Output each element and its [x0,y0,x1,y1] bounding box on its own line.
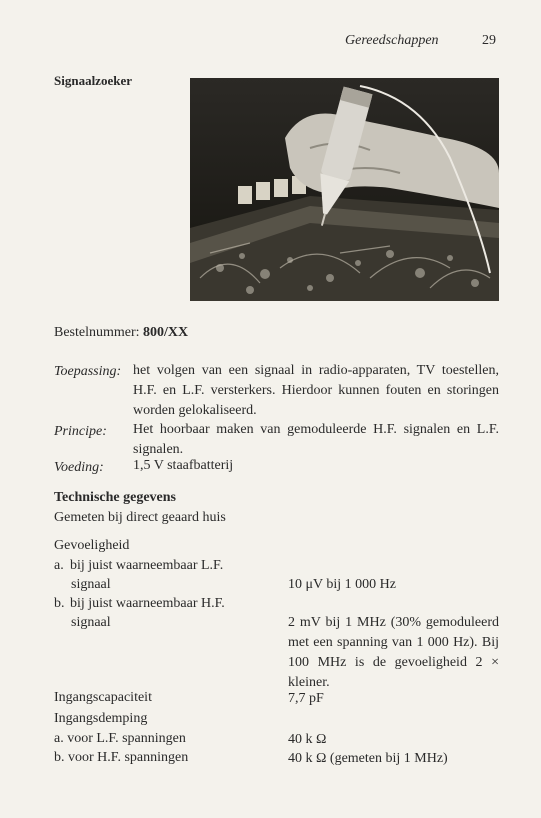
tech-subheading: Gemeten bij direct geaard huis [54,510,226,525]
running-header-title: Gereedschappen [345,33,439,48]
damping-item-b-value: 40 k Ω (gemeten bij 1 MHz) [288,751,448,766]
page-number: 29 [482,33,496,48]
item-b-line1: bij juist waarneembaar H.F. [70,596,225,611]
definition-term-principe: Principe: [54,424,107,439]
capacitance-value: 7,7 pF [288,691,324,706]
item-a-line1: bij juist waarneembaar L.F. [70,558,224,573]
item-a-value: 10 μV bij 1 000 Hz [288,577,396,592]
sensitivity-heading: Gevoeligheid [54,538,130,553]
order-value: 800/XX [143,325,189,340]
damping-item-a: a. voor L.F. spanningen [54,731,186,746]
definition-term-voeding: Voeding: [54,460,104,475]
capacitance-label: Ingangscapaciteit [54,690,152,705]
damping-heading: Ingangsdemping [54,711,148,726]
tech-heading: Technische gegevens [54,490,176,505]
damping-item-a-value: 40 k Ω [288,732,327,747]
signal-tracer-photo [190,78,499,301]
sensitivity-item-a [54,558,264,574]
order-label: Bestelnummer: [54,325,140,340]
definition-text-toepassing: het volgen van een signaal in radio-apparaten, TV toestellen, H.F. en L.F. versterkers. Hierdoor kunnen fouten en storingen worden gelokaliseerd. [133,363,499,418]
damping-item-b: b. voor H.F. spanningen [54,750,189,765]
item-a-label: a. [54,558,64,573]
order-number [54,325,188,341]
photo-illustration [190,78,499,301]
item-b-line2: signaal [71,615,111,630]
definition-text-principe: Het hoorbaar maken van gemoduleerde H.F. signalen en L.F. signalen. [133,422,499,457]
definition-text-voeding: 1,5 V staafbatterij [133,458,234,473]
item-b-value: 2 mV bij 1 MHz (30% gemoduleerd met een spanning van 1 000 Hz). Bij 100 MHz is de gevoeligheid 2 × kleiner. [288,615,499,690]
definition-term-toepassing: Toepassing: [54,364,122,379]
section-title: Signaalzoeker [54,73,132,88]
sensitivity-item-b [54,596,264,612]
item-a-line2: signaal [71,577,111,592]
item-b-label: b. [54,596,65,611]
